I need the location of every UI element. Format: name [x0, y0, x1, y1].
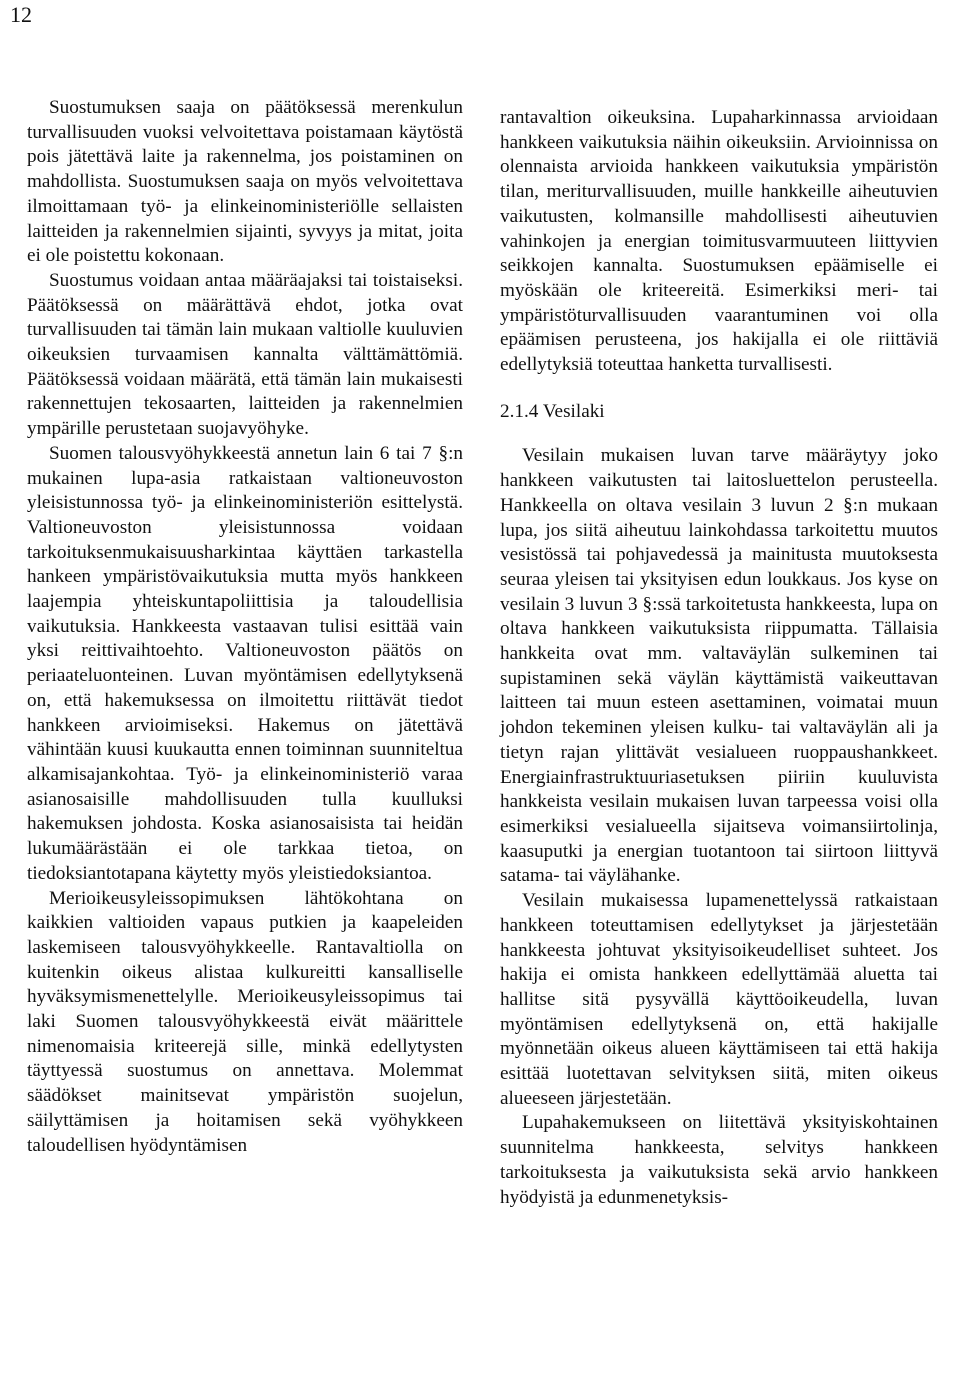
- paragraph: Vesilain mukaisen luvan tarve määräytyy joko hankkeen vaikutusten tai laitosluettelon perusteella. Hankkeella on oltava vesilain 3 luvun 2 §:n mukaan lupa, jos siitä aiheutuu lainkohdassa tarkoitettu muutos vesistössä tai pohjavedessä ja mainitusta muutoksesta seuraa yleisen tai yksityisen edun loukkaus. Jos kyse on vesilain 3 luvun 3 §:ssä tarkoitetusta hankkeesta, lupa on oltava hankkeen vaikutuksista riippumatta. Tällaisia hankkeita ovat mm. valtaväylän sulkeminen tai supistaminen sekä väylän käyttämistä vaikeuttavan laitteen tai muun esteen asettaminen, voimatai muun johdon tekeminen yleisen kulku- tai valtaväylän ali ja tietyn rajan ylittävät vesialueen ruoppaushankkeet. Energiainfrastruktuuriasetuksen piiriin kuuluvista hankkeista vesilain mukaisen luvan tarpeessa voisi olla esimerkiksi vesialueella sijaitseva voimansiirtolinja, kaasuputki ja energian tuotantoon tai siirtoon liittyvä satama- tai väylähanke.: [500, 445, 938, 887]
- section-heading: 2.1.4 Vesilaki: [500, 400, 605, 422]
- left-column: [27, 96, 463, 1158]
- paragraph: Lupahakemukseen on liitettävä yksityiskohtainen suunnitelma hankkeesta, selvitys hankkeen tarkoituksesta ja vaikutuksista sekä arvio hankkeen hyödyistä ja edunmenetyksis-: [500, 1112, 938, 1208]
- paragraph: Vesilain mukaisessa lupamenettelyssä ratkaistaan hankkeen toteuttamisen edellytykset ja järjestetään hankkeesta johtuvat yksityisoikeudelliset suhteet. Jos hakija ei omista hankkeen edellyttämää aluetta tai hallitse sitä pysyvällä käyttöoikeudella, luvan myöntämisen edellytyksenä on, että hakijalle myönnetään oikeus alueen käyttämiseen tai että hakija esittää luotettavan selvityksen siitä, miten oikeus alueeseen järjestetään.: [500, 890, 938, 1109]
- page-number: 12: [10, 2, 32, 27]
- right-column: [500, 106, 938, 1210]
- paragraph: Merioikeusyleissopimuksen lähtökohtana on kaikkien valtioiden vapaus putkien ja kaapeleiden laskemiseen talousvyöhykkeelle. Rantavaltiolla on kuitenkin oikeus alistaa kulkureitti kansalliselle hyväksymismenettelylle. Merioikeusyleissopimus tai laki Suomen talousvyöhykkeestä eivät määrittele nimenomaisia kriteerejä sille, minkä edellytysten täyttyessä suostumus on annettava. Molemmat säädökset mainitsevat ympäristön suojelun, säilyttämisen ja hoitamisen sekä vyöhykkeen taloudellisen hyödyntämisen: [27, 887, 463, 1156]
- paragraph-continued: rantavaltion oikeuksina. Lupaharkinnassa arvioidaan hankkeen vaikutuksia näihin oikeuksiin. Arvioinnissa on olennaista arvioida hankkeen vaikutuksia ympäristön tilan, meriturvallisuuden, muille hankkeille aiheutuvien vaikutusten, kolmansille mahdollisesti aiheutuvien vahinkojen ja energian toimitusvarmuuteen liittyvien seikkojen kannalta. Suostumuksen epäämiselle ei myöskään ole kriteereitä. Esimerkiksi meri- tai ympäristöturvallisuuden vaarantuminen voi olla epäämisen perusteena, jos hakijalla ei ole riittäviä edellytyksiä toteuttaa hanketta turvallisesti.: [500, 107, 938, 376]
- paragraph: Suostumuksen saaja on päätöksessä merenkulun turvallisuuden vuoksi velvoitettava poistamaan käytöstä pois jätettävä laite ja rakennelma, jos poistaminen on mahdollista. Suostumuksen saaja on myös velvoitettava ilmoittamaan työ- ja elinkeinoministeriölle sellaisten laitteiden ja rakennelmien sijainti, syvyys ja mitat, joita ei ole poistettu kokonaan.: [27, 97, 463, 267]
- paragraph: Suostumus voidaan antaa määräajaksi tai toistaiseksi. Päätöksessä on määrättävä ehdot, jotka ovat turvallisuuden tai tämän lain mukaan valtiolle kuuluvien oikeuksien turvaamisen kannalta välttämättömiä. Päätöksessä voidaan määrätä, että tämän lain mukaisesti rakennettujen tekosaarten, laitteiden ja rakennelmien ympärille perustetaan suojavyöhyke.: [27, 269, 463, 440]
- paragraph: Suomen talousvyöhykkeestä annetun lain 6 tai 7 §:n mukainen lupa-asia ratkaistaan valtioneuvoston yleisistunnossa työ- ja elinkeinoministeriön esittelystä. Valtioneuvoston yleisistunnossa voidaan tarkoituksenmukaisuusharkintaa käyttäen tarkastella hankeen ympäristövaikutuksia mutta myös hankkeen laajempia yhteiskuntapoliittisia ja taloudellisia vaikutuksia. Hankkeesta vastaavan tulisi esittää vain yksi reittivaihtoehto. Valtioneuvoston päätös on periaateluonteinen. Luvan myöntämisen edellytyksenä on, että hakemuksessa on ilmoitettu riittävät tiedot hankkeen arvioimiseksi. Hakemus on jätettävä vähintään kuusi kuukautta ennen toiminnan suunniteltua alkamisajankohtaa. Työ- ja elinkeinoministeriö varaa asianosaisille mahdollisuuden tulla kuulluksi hakemuksen johdosta. Koska asianosaisista tai heidän lukumäärästään ei ole tarkkaa tietoa, on tiedoksiantotapana käytetty myös yleistiedoksiantoa.: [27, 442, 463, 884]
